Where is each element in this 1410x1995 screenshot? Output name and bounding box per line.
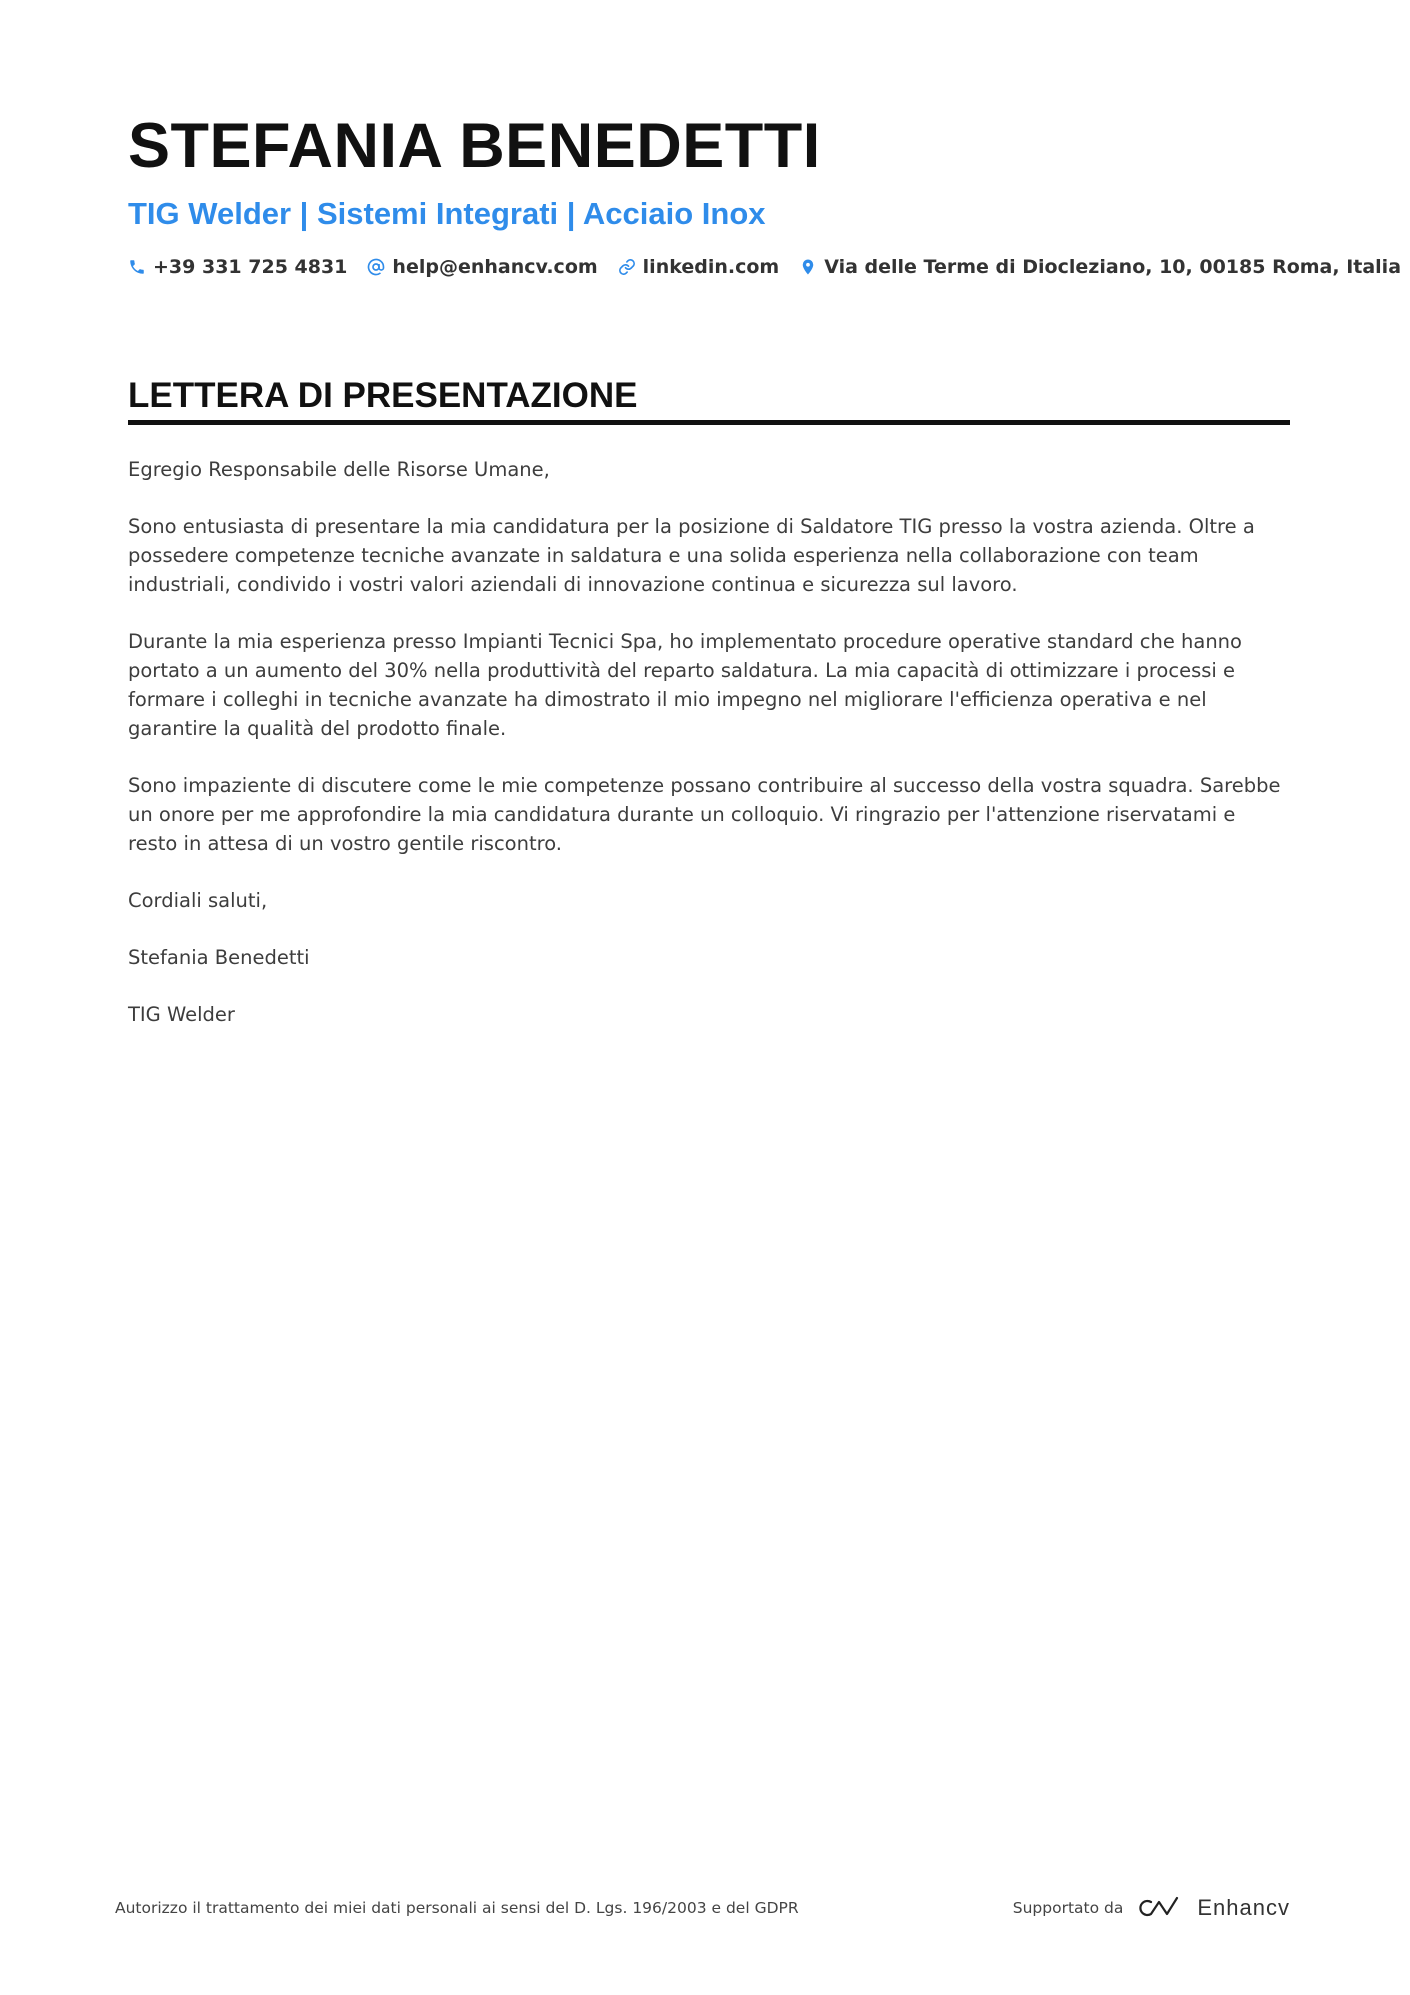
letter-closing: Cordiali saluti,	[128, 889, 268, 912]
enhancv-logo-icon	[1137, 1895, 1183, 1921]
letter-paragraph: Sono impaziente di discutere come le mie competenze possano contribuire al successo della vostra squadra. Sarebbe un onore per me approfondire la mia candidatura durante un colloquio. Vi ringrazio per l'attenzione riservatami e resto in attesa di un vostro gentile riscontro.	[128, 774, 1281, 855]
contact-email[interactable]	[367, 256, 597, 278]
contact-phone[interactable]	[128, 256, 347, 278]
phone-icon	[128, 258, 146, 276]
brand-name: Enhancv	[1197, 1895, 1290, 1920]
contact-address-text: Via delle Terme di Diocleziano, 10, 00185 Roma, Italia	[824, 256, 1402, 278]
privacy-consent-text: Autorizzo il trattamento dei miei dati personali ai sensi del D. Lgs. 196/2003 e del GDPR	[115, 1899, 799, 1917]
at-icon	[367, 258, 385, 276]
letter-salutation: Egregio Responsabile delle Risorse Umane,	[128, 458, 550, 481]
letter-paragraph: Sono entusiasta di presentare la mia candidatura per la posizione di Saldatore TIG presso la vostra azienda. Oltre a possedere competenze tecniche avanzate in saldatura e una solida esperienza nella collaborazione con team industriali, condivido i vostri valori aziendali di innovazione continua e sicurezza sul lavoro.	[128, 515, 1255, 596]
contact-address	[799, 256, 1401, 278]
contact-bar	[128, 256, 1402, 278]
section-title: LETTERA DI PRESENTAZIONE	[128, 376, 1290, 425]
letter-paragraph: Durante la mia esperienza presso Impianti Tecnici Spa, ho implementato procedure operative standard che hanno portato a un aumento del 30% nella produttività del reparto saldatura. La mia capacità di ottimizzare i processi e formare i colleghi in tecniche avanzate ha dimostrato il mio impegno nel migliorare l'efficienza operativa e nel garantire la qualità del prodotto finale.	[128, 630, 1242, 740]
location-pin-icon	[799, 258, 817, 276]
powered-by-label: Supportato da	[1012, 1899, 1124, 1917]
page-footer	[115, 1895, 1290, 1921]
contact-email-text: help@enhancv.com	[392, 256, 598, 278]
contact-linkedin-text: linkedin.com	[642, 256, 780, 278]
letter-signature-title: TIG Welder	[128, 1003, 235, 1026]
powered-by[interactable]	[1013, 1895, 1290, 1921]
candidate-headline: TIG Welder | Sistemi Integrati | Acciaio Inox	[128, 196, 766, 231]
contact-phone-text: +39 331 725 4831	[153, 256, 348, 278]
link-icon	[618, 258, 636, 276]
cover-letter-page	[128, 110, 1402, 1057]
contact-linkedin[interactable]	[618, 256, 780, 278]
letter-signature-name: Stefania Benedetti	[128, 946, 310, 969]
letter-body	[128, 455, 1290, 1029]
candidate-name: STEFANIA BENEDETTI	[128, 111, 821, 181]
